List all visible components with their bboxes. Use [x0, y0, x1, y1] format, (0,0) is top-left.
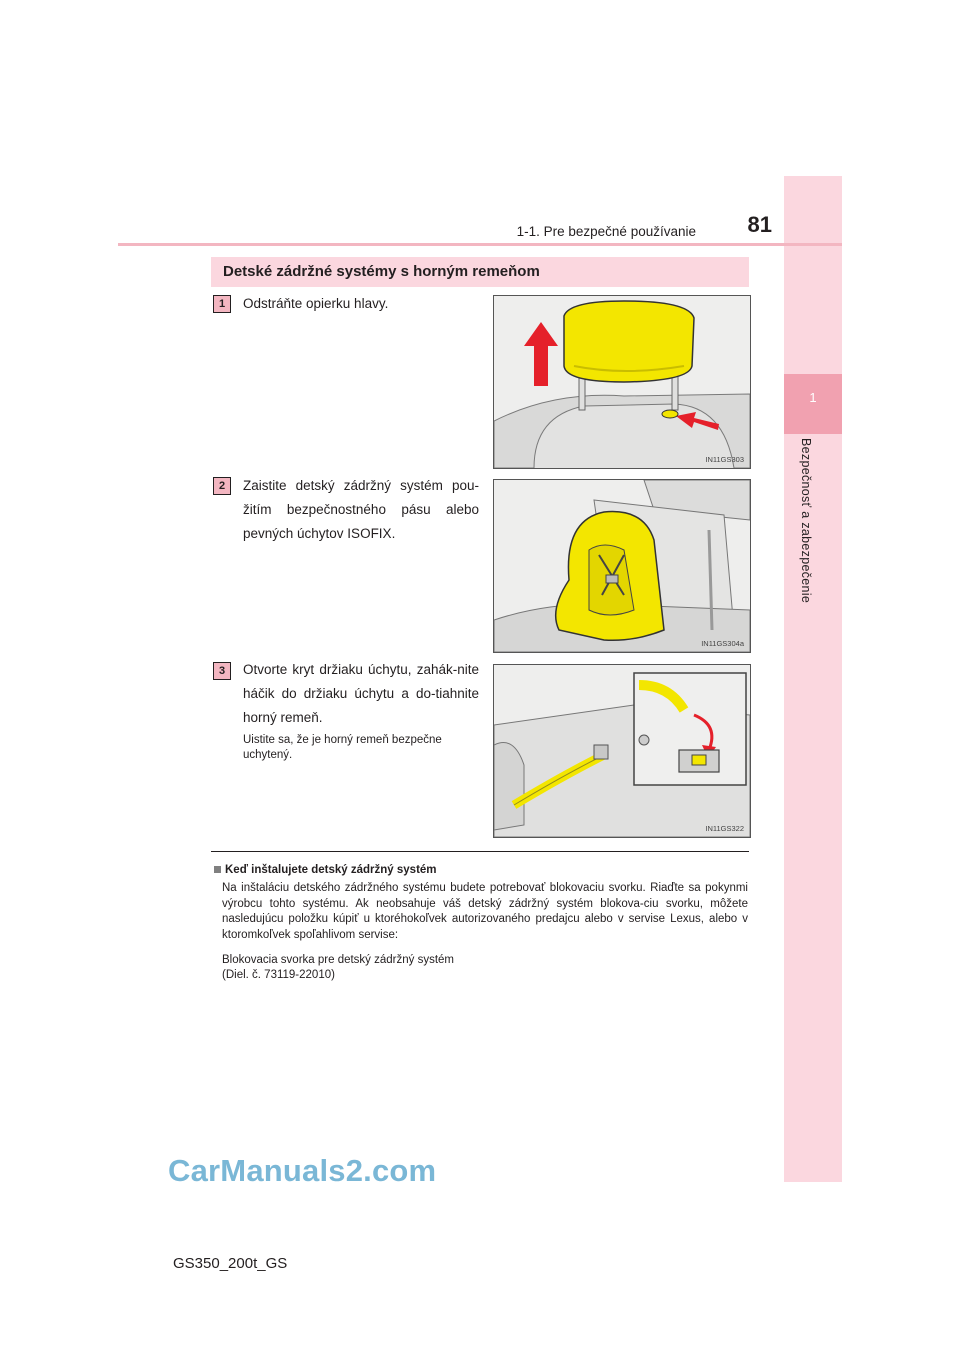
child-seat-illustration: [494, 480, 750, 652]
figure-code: IN11GS303: [705, 455, 744, 464]
step-3-note: Uistite sa, že je horný remeň bezpečne uchytený.: [243, 734, 442, 761]
chapter-number: 1: [809, 390, 817, 405]
note-heading: Keď inštalujete detský zádržný systém: [214, 864, 437, 876]
top-tether-illustration: [494, 665, 750, 837]
step-1-text: Odstráňte opierku hlavy.: [243, 296, 389, 311]
watermark-text: CarManuals2.com: [168, 1153, 437, 1188]
note-part-name: Blokovacia svorka pre detský zádržný systém: [222, 954, 455, 966]
note-paragraph: Na inštaláciu detského zádržného systému budete potrebovať blokovaciu svorku. Riaďte sa pokynmi výrobcu tohto systému. Ak neobsahuje váš detský zádržný systém blokova-ciu svorku, môžete nasledujúcu položku kúpiť u ktoréhokoľvek autorizovaného predajcu alebo v servise Lexus, alebo v ktoromkoľvek spoľahlivom servise:: [222, 882, 748, 941]
chapter-title: Bezpečnosť a zabezpečenie: [799, 438, 813, 604]
figure-child-seat: [493, 479, 751, 653]
figure-headrest-removal: [493, 295, 751, 469]
section-heading: Detské zádržné systémy s horným remeňom: [223, 263, 540, 280]
footer-model-code: GS350_200t_GS: [173, 1255, 288, 1272]
figure-code: IN11GS322: [705, 824, 744, 833]
square-bullet-icon: [214, 866, 221, 873]
header-divider: [118, 243, 842, 246]
chapter-sidebar: [784, 176, 842, 1182]
header-section-title: 1-1. Pre bezpečné používanie: [516, 224, 696, 239]
figure-top-tether: [493, 664, 751, 838]
figure-code: IN11GS304a: [701, 639, 744, 648]
step-2-badge: 2: [213, 477, 231, 495]
step-3-badge: 3: [213, 662, 231, 680]
step-3-text: Otvorte kryt držiaku úchytu, zahák-nite háčik do držiaku úchytu a do-tiahnite horný remeň.: [243, 662, 479, 725]
step-2-text: Zaistite detský zádržný systém pou-žitím bezpečnostného pásu alebo pevných úchytov ISOFIX.: [243, 478, 479, 541]
note-part-number: (Diel. č. 73119-22010): [222, 969, 335, 981]
section-divider: [211, 851, 749, 852]
step-1-badge: 1: [213, 295, 231, 313]
page-number: 81: [747, 212, 772, 237]
headrest-illustration: [494, 296, 750, 468]
